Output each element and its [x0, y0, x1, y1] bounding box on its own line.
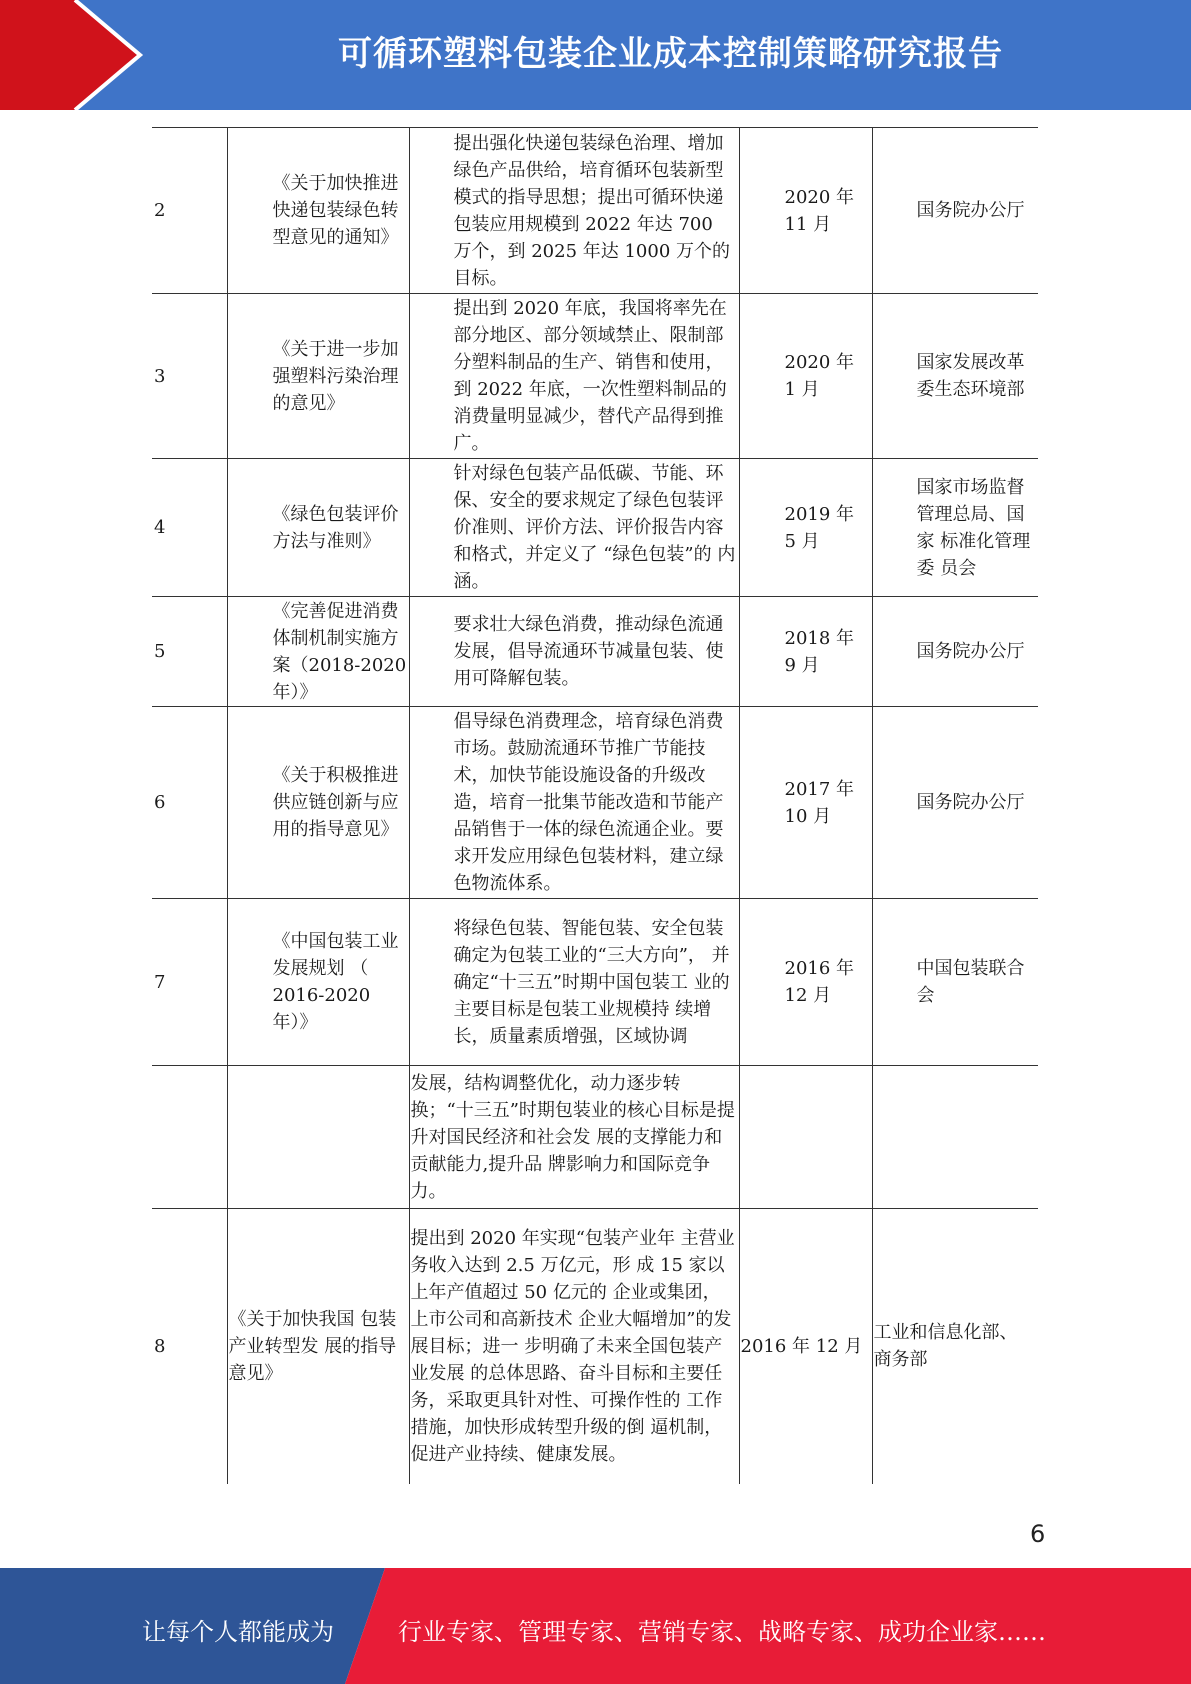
policy-content: 提出到 2020 年底，我国将率先在部分地区、部分领域禁止、限制部 分塑料制品的生产、销售和使用， 到 2022 年底，一次性塑料制品的 消费量明显减少，替代产品得到推 广。 [409, 294, 739, 459]
document-name: 《绿色包装评价 方法与准则》 [227, 459, 409, 597]
issue-date: 2016 年 12 月 [739, 899, 872, 1066]
row-number: 8 [152, 1209, 227, 1484]
issuing-agency: 国家发展改革委生态环境部 [872, 294, 1038, 459]
policy-table [152, 127, 1038, 1484]
issuing-agency: 国务院办公厅 [872, 597, 1038, 707]
row-number: 7 [152, 899, 227, 1066]
row-number: 2 [152, 128, 227, 294]
issue-date: 2020 年 1 月 [739, 294, 872, 459]
policy-content: 要求壮大绿色消费，推动绿色流通 发展，倡导流通环节减量包装、使 用可降解包装。 [409, 597, 739, 707]
row-number: 4 [152, 459, 227, 597]
page-header [0, 0, 1191, 110]
document-name: 《关于进一步加 强塑料污染治理 的意见》 [227, 294, 409, 459]
policy-content: 将绿色包装、智能包装、安全包装 确定为包装工业的“三大方向”， 并确定“十三五”时期中国包装工 业的主要目标是包装工业规模持 续增长，质量素质增强，区域协调 [409, 899, 739, 1066]
document-name: 《完善促进消费 体制机制实施方 案（2018-2020 年）》 [227, 597, 409, 707]
report-title: 可循环塑料包装企业成本控制策略研究报告 [338, 34, 1003, 74]
policy-content: 发展，结构调整优化，动力逐步转换；“十三五”时期包装业的核心目标是提升对国民经济和社会发 展的支撑能力和贡献能力,提升品 牌影响力和国际竞争力。 [409, 1066, 739, 1209]
table-row [152, 1066, 1038, 1209]
row-number: 3 [152, 294, 227, 459]
page-footer [0, 1568, 1191, 1684]
issuing-agency: 国务院办公厅 [872, 128, 1038, 294]
footer-slogan-left: 让每个人都能成为 [142, 1618, 334, 1646]
issuing-agency: 中国包装联合会 [872, 899, 1038, 1066]
issue-date: 2018 年 9 月 [739, 597, 872, 707]
issue-date [739, 1066, 872, 1209]
document-name: 《关于积极推进 供应链创新与应 用的指导意见》 [227, 707, 409, 899]
policy-content: 提出强化快递包装绿色治理、增加 绿色产品供给，培育循环包装新型 模式的指导思想；提出可循环快递包装应用规模到 2022 年达 700 万个，到 2025 年达 1000 万个的目标。 [409, 128, 739, 294]
document-name: 《关于加快我国 包装产业转型发 展的指导意见》 [227, 1209, 409, 1484]
table-row [152, 128, 1038, 294]
table-row [152, 1209, 1038, 1484]
policy-content: 针对绿色包装产品低碳、节能、环 保、安全的要求规定了绿色包装评 价准则、评价方法、评价报告内容 和格式，并定义了 “绿色包装”的 内涵。 [409, 459, 739, 597]
document-name: 《中国包装工业 发展规划 （ 2016-2020 年）》 [227, 899, 409, 1066]
row-number: 6 [152, 707, 227, 899]
issuing-agency: 国家市场监督管理总局、国家 标准化管理委 员会 [872, 459, 1038, 597]
issue-date: 2016 年 12 月 [739, 1209, 872, 1484]
page-number: 6 [1030, 1520, 1046, 1548]
row-number [152, 1066, 227, 1209]
issue-date: 2020 年 11 月 [739, 128, 872, 294]
issuing-agency: 工业和信息化部、商务部 [872, 1209, 1038, 1484]
document-name [227, 1066, 409, 1209]
policy-content: 提出到 2020 年实现“包装产业年 主营业务收入达到 2.5 万亿元，形 成 15 家以上年产值超过 50 亿元的 企业或集团，上市公司和高新技术 企业大幅增加”的发展目标；进一 步明确了未来全国包装产业发展 的总体思路、奋斗目标和主要任 务，采取更具针对性、可操作性的 工作措施，加快形成转型升级的倒 逼机制，促进产业持续、健康发展。 [409, 1209, 739, 1484]
table-row [152, 707, 1038, 899]
issuing-agency [872, 1066, 1038, 1209]
table-row [152, 597, 1038, 707]
table-row [152, 294, 1038, 459]
table-row [152, 899, 1038, 1066]
footer-slogan-right: 行业专家、管理专家、营销专家、战略专家、成功企业家…… [398, 1618, 1046, 1646]
issue-date: 2017 年 10 月 [739, 707, 872, 899]
issue-date: 2019 年 5 月 [739, 459, 872, 597]
policy-content: 倡导绿色消费理念，培育绿色消费 市场。鼓励流通环节推广节能技 术，加快节能设施设备的升级改 造，培育一批集节能改造和节能产 品销售于一体的绿色流通企业。要 求开发应用绿色包装材料，建立绿 色物流体系。 [409, 707, 739, 899]
table-row [152, 459, 1038, 597]
issuing-agency: 国务院办公厅 [872, 707, 1038, 899]
document-name: 《关于加快推进 快递包装绿色转 型意见的通知》 [227, 128, 409, 294]
row-number: 5 [152, 597, 227, 707]
